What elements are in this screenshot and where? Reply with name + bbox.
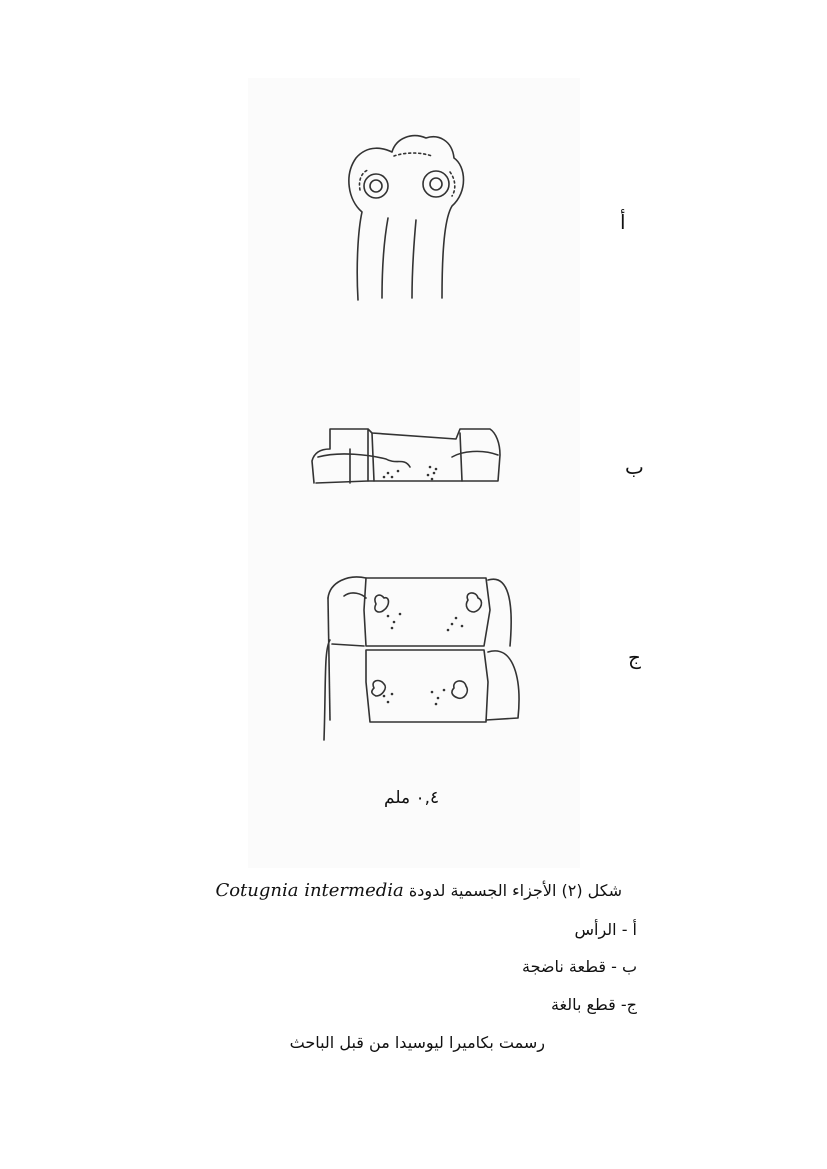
gravid-segments-drawing — [318, 570, 523, 745]
caption-title — [215, 880, 622, 901]
caption-item-b: ب - قطعة ناضجة — [522, 957, 637, 976]
species-name: Cotugnia intermedia — [215, 880, 404, 901]
scale-bar-label: ٠,٤ ملم — [384, 788, 440, 808]
label-a: أ — [620, 210, 626, 234]
label-b: ب — [625, 455, 644, 479]
mature-segment-drawing — [310, 425, 505, 487]
label-c: ج — [628, 645, 641, 669]
scolex-drawing — [340, 130, 480, 305]
caption-item-c: ج- قطع بالغة — [550, 995, 637, 1014]
caption-item-a: أ - الرأس — [574, 920, 637, 939]
caption-title-prefix: شكل (٢) الأجزاء الجسمية لدودة — [408, 881, 622, 900]
caption-credit: رسمت بكاميرا ليوسيدا من قبل الباحث — [289, 1033, 545, 1052]
